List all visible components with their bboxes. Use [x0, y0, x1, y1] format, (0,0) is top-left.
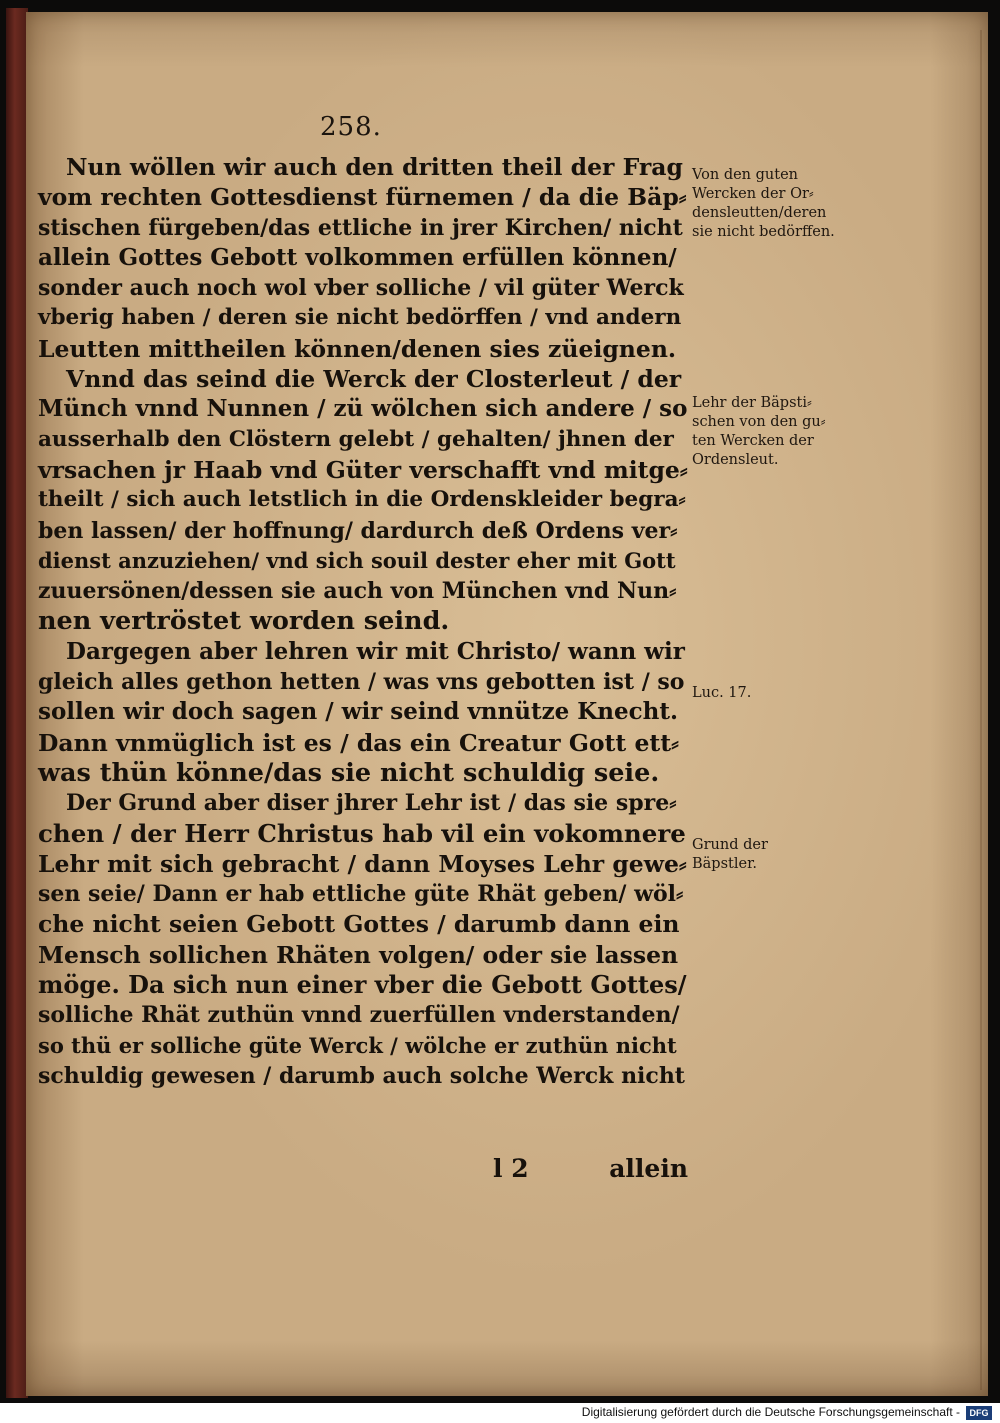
text-line: dienst anzuziehen/ vnd sich souil dester eher mit Gott [38, 547, 676, 573]
text-line: schuldig gewesen / darumb auch solche Werck nicht [38, 1062, 685, 1089]
text-line: theilt / sich auch letstlich in die Ordenskleider begra⸗ [38, 487, 686, 513]
marginal-note-line: schen von den gu⸗ [692, 414, 826, 430]
text-line: möge. Da sich nun einer vber die Gebott Gottes/ [38, 970, 687, 1000]
main-text-block [38, 152, 688, 1091]
text-line: ausserhalb den Clöstern gelebt / gehalten/ jhnen der [38, 426, 674, 452]
text-line: Münch vnnd Nunnen / zü wölchen sich andere / so [38, 395, 688, 423]
text-line: Nun wöllen wir auch den dritten theil der Frag [66, 153, 683, 181]
text-line: ben lassen/ der hoffnung/ dardurch deß Ordens ver⸗ [38, 517, 678, 544]
text-line: sonder auch noch wol vber solliche / vil güter Werck [38, 275, 684, 302]
marginal-note-line: densleutten/deren [692, 205, 827, 221]
text-line: Dann vnmüglich ist es / das ein Creatur Gott ett⸗ [38, 728, 679, 757]
page-number: 258. [320, 112, 382, 142]
text-line: Vnnd das seind die Werck der Closterleut / der [66, 365, 682, 394]
marginal-note-4 [692, 836, 862, 874]
marginal-note-line: Lehr der Bäpsti⸗ [692, 395, 812, 411]
text-line: Dargegen aber lehren wir mit Christo/ wann wir [66, 637, 685, 665]
text-line: vom rechten Gottesdienst fürnemen / da die Bäp⸗ [38, 183, 687, 212]
text-line: was thün könne/das sie nicht schuldig seie. [38, 757, 660, 788]
text-line: che nicht seien Gebott Gottes / darumb dann ein [38, 910, 680, 939]
digitization-footer [0, 1403, 1000, 1423]
dfg-logo: DFG [966, 1406, 992, 1420]
text-line: Leutten mittheilen können/denen sies züeignen. [38, 334, 677, 363]
marginal-note-line: Ordensleut. [692, 452, 779, 468]
marginal-note-line: Luc. 17. [692, 685, 752, 701]
text-line: allein Gottes Gebott volkommen erfüllen können/ [38, 243, 677, 271]
text-line: sollen wir doch sagen / wir seind vnnütze Knecht. [38, 698, 679, 726]
text-line: sen seie/ Dann er hab ettliche güte Rhät geben/ wöl⸗ [38, 881, 684, 908]
catchword: allein [609, 1154, 688, 1183]
text-line: Mensch sollichen Rhäten volgen/ oder sie lassen [38, 940, 679, 969]
text-line: gleich alles gethon hetten / was vns gebotten ist / so [38, 669, 685, 696]
text-line: nen vertröstet worden seind. [38, 606, 450, 637]
text-line: zuuersönen/dessen sie auch von München vnd Nun⸗ [38, 578, 677, 605]
page-edge-shadow [980, 30, 982, 1390]
text-line: vberig haben / deren sie nicht bedörffen / vnd andern [38, 305, 682, 331]
marginal-note-2 [692, 394, 862, 470]
book-binding-edge [6, 8, 28, 1398]
text-line: stischen fürgeben/das ettliche in jrer Kirchen/ nicht [38, 214, 683, 241]
text-line: solliche Rhät zuthün vnnd zuerfüllen vnderstanden/ [38, 1002, 680, 1029]
marginal-note-line: ten Wercken der [692, 433, 814, 449]
text-line: Der Grund aber diser jhrer Lehr ist / das sie spre⸗ [66, 790, 677, 817]
funding-credit: Digitalisierung gefördert durch die Deutsche Forschungsgemeinschaft - [581, 1405, 960, 1419]
text-line: chen / der Herr Christus hab vil ein vokomnere [38, 818, 686, 848]
marginal-note-3 [692, 684, 862, 703]
page-foot-line [38, 1154, 688, 1186]
marginal-note-line: Wercken der Or⸗ [692, 186, 814, 202]
text-line: so thü er solliche güte Werck / wölche er zuthün nicht [38, 1032, 677, 1058]
marginal-note-line: sie nicht bedörffen. [692, 224, 835, 240]
text-line: vrsachen jr Haab vnd Güter verschafft vnd mitge⸗ [38, 455, 688, 484]
text-line: Lehr mit sich gebracht / dann Moyses Lehr gewe⸗ [38, 849, 687, 878]
marginal-note-line: Grund der [692, 837, 768, 853]
marginal-note-line: Von den guten [692, 167, 798, 183]
marginal-note-line: Bäpstler. [692, 856, 758, 872]
marginal-note-1 [692, 166, 862, 242]
signature-mark: l 2 [493, 1154, 529, 1183]
